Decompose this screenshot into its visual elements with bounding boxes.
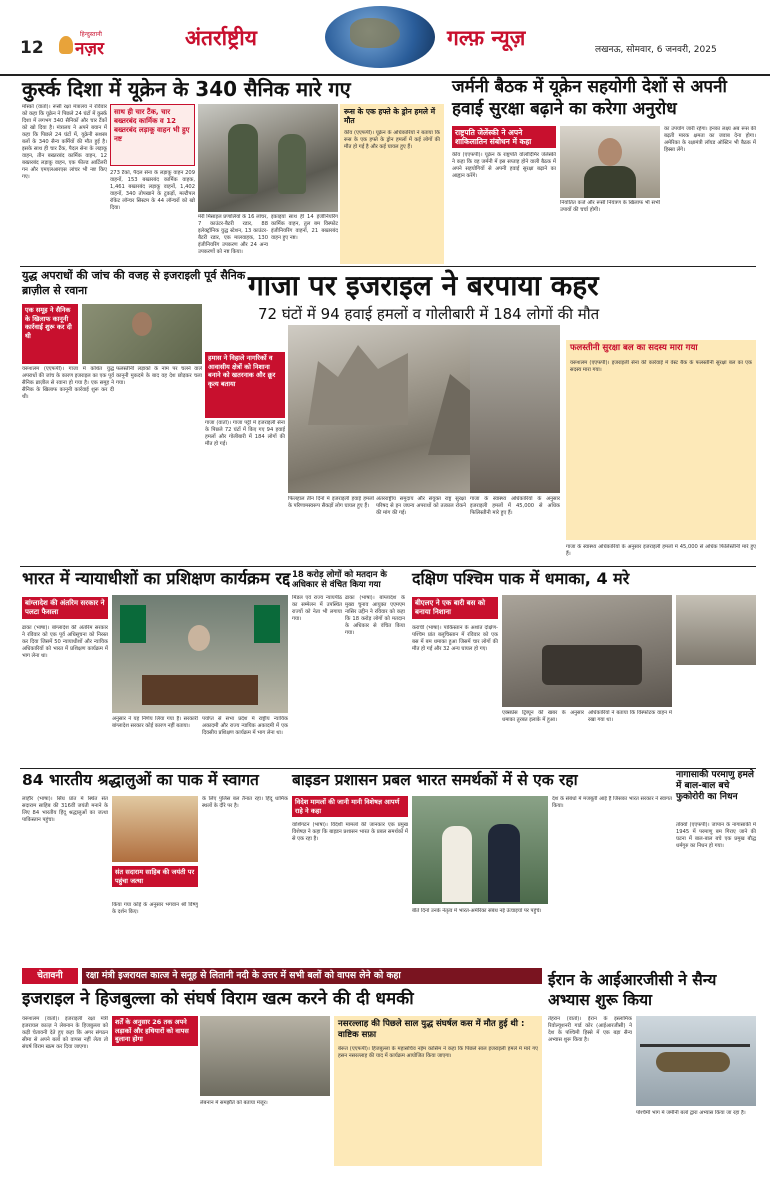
- hezbollah-text-3: लेबनान में समझौते को बताया मंजूर।: [200, 1100, 268, 1106]
- crowd-photo: [470, 325, 560, 493]
- bus-blast-photo: [502, 595, 672, 707]
- soldier-figure-icon: [278, 134, 306, 194]
- judges-text-1: ढाका (भाषा)। बांग्लादेश की अंतरिम सरकार ने रविवार को एक पूर्व अधिसूचना को निरस्त कर दिया जिसमें 50 न्यायाधीशों और न्यायिक अधिकारियों को भारत में प्रशिक्षण कार्यक्रम में भाग लेना था।: [22, 625, 108, 659]
- section-left-title: अंतर्राष्ट्रीय: [185, 26, 257, 50]
- person-body-icon: [442, 826, 472, 902]
- pilgrims-photo: [112, 796, 198, 862]
- logo-name: नज़र: [75, 39, 105, 59]
- nagasaki-kicker: नागासाकी परमाणु हमले में बाल-बाल बचे फुकोरोरी का निधन: [676, 770, 754, 802]
- brazil-badge: एक समूह ने सैनिक के खिलाफ कानूनी कार्रवाई शुरू कर दी थी: [22, 304, 78, 364]
- pak-blast-text-3: अधिकारियों ने बताया कि विस्फोटक वाहन में रखा गया था।: [588, 710, 672, 723]
- germany-text-2: निर्यातित कर्ज और रूसी नियंत्रण के खिलाफ भी सभी उपायों की चर्चा होगी।: [560, 200, 660, 213]
- person-head-icon: [188, 625, 210, 651]
- gaza-text-6: गाजा के स्वास्थ्य अधिकारियों के अनुसार इजराइली हमलों में 45,000 से अधिक फिलिस्तीनी मारे हुए हैं।: [566, 544, 756, 557]
- drone-box: [340, 104, 444, 264]
- pak-blast-text-1: कराची (भाषा)। पाकिस्तान के अशांत दक्षिण-पश्चिम प्रांत बलूचिस्तान में रविवार को एक बस में बम धमाका हुआ जिसमें चार लोगों की मौत हो गई और 32 अन्य घायल हो गए।: [412, 625, 498, 652]
- gaza-text-1: गाजा (वार्ता)। गाजा पट्टी में इजराइली सेना के पिछले 72 घंटों में किए गए 94 हवाई हमलों और गोलीबारी में 184 लोगों की मौत हो गई।: [205, 420, 285, 447]
- gaza-text-4: अंतरराष्ट्रीय समुदाय और संयुक्त राष्ट्र सुरक्षा परिषद से इन जघन्य अपराधों को तत्काल रोकने की मांग की गई।: [376, 496, 466, 516]
- pilgrims-headline: 84 भारतीय श्रद्धालुओं का पाक में स्वागत: [22, 771, 259, 789]
- helicopter-photo: [636, 1016, 756, 1106]
- biden-headline: बाइडन प्रशासन प्रबल भारत समर्थकों में से एक रहा: [292, 771, 578, 789]
- helicopter-icon: [656, 1052, 730, 1072]
- ruin-icon: [308, 345, 408, 425]
- conditions-badge: शर्तें के अनुसार 26 तक अपने लड़ाकों और हथियारों को वापस बुलाना होगा: [112, 1016, 198, 1046]
- germany-text-1: कीव (एएफपी)। यूक्रेन के राष्ट्रपति वोलोदिमिर जेलेंस्की ने कहा कि वह जर्मनी में इस सप्ताह होने वाली बैठक में अपने सहयोगियों से अपनी हवाई सुरक्षा बढ़ाने का आह्वान करेंगे।: [452, 152, 556, 179]
- germany-text-3: का उपयोग जारी रहेगा। इनका लक्ष्य अब रूस की बढ़ती मारक क्षमता का जवाब देना होगा। अमेरिका के रक्षामंत्री लॉयड ऑस्टिन भी बैठक में हिस्सा लेंगे।: [664, 126, 756, 153]
- yunus-photo: [112, 595, 288, 713]
- chetavni-bar: रक्षा मंत्री इजरायल कात्ज ने सनूह से लितानी नदी के उत्तर में सभी बलों को वापस लेने को कहा: [82, 968, 542, 984]
- judges-text-3: पर्याप्त से सभा प्रदेश में राष्ट्रीय न्यायिक अकादमी और राज्य न्यायिक अकादमी में एक दिवसीय प्रशिक्षण कार्यक्रम में भाग लेना था।: [202, 716, 288, 736]
- page-number: 12: [20, 38, 44, 58]
- iran-headline: ईरान के आईआरजीसी ने सैन्य अभ्यास शुरू किया: [548, 971, 717, 1009]
- voting-text-2: ढाका (भाषा)। बांग्लादेश के मुख्य चुनाव आयुक्त एएमएम नासिर उद्दीन ने रविवार को कहा कि 18 करोड़ लोगों को मतदान के अधिकार से वंचित किया गया।: [345, 595, 405, 636]
- hamas-badge: हमास ने विहाले नागरिकों व आवासीय क्षेत्रों को निशाना बनाने को खतरनाक और क्रूर कृत्य बताया: [205, 352, 285, 418]
- kursk-text-1: मॉस्को (वार्ता)। रूसी रक्षा मंत्रालय ने रविवार को कहा कि यूक्रेन ने पिछले 24 घंटों में कुर्स्क दिशा में लगभग 340 सैनिकों और चार टैंकों को खो दिया है। मंत्रालय ने अपने बयान में कहा कि पिछले 24 घंटों में, यूक्रेनी सशस्त्र बलों के 340 सैन्य कर्मियों की मौत हुई है। इसके साथ ही चार टैंक, पैदल सेना के लड़ाकू वाहन, तीन बख्तरबंद कार्मिक वाहन, 12 बख्तरबंद लड़ाकू वाहन, एक फील्ड आर्टिलरी गन और एमएलआरएस लांचर भी नष्ट किए गए।: [22, 104, 107, 180]
- nasrallah-head: नसरल्लाह की पिछले साल युद्ध संघर्षल कस में मौत हुई थी : वाष्टिक सफ़ा: [338, 1019, 525, 1040]
- logo: [55, 30, 135, 62]
- germany-headline: जर्मनी बैठक में यूक्रेन सहयोगी देशों से अपनी हवाई सुरक्षा बढ़ाने का करेगा अनुरोध: [452, 77, 727, 119]
- kursk-text-4: इकाइयां साथ ही 14 इंजीनियरिंग कार्मिक वाहन, तुल बम विस्फोट इंजीनियरिंग वाहनों, 21 बख्तरबंद वाहन हुए नष्ट।: [271, 214, 338, 241]
- pak-blast-text-2: एक्सप्रेस ट्रिब्यून की खबर के अनुसार धमाका तुरबत इलाके में हुआ।: [502, 710, 584, 723]
- expert-badge: विदेश मामलों की जानी मानी विशेषज्ञ आपर्ण राहे ने कहा: [292, 796, 408, 817]
- kursk-text-2: 273 टैंकों, पैदल सेना के लड़ाकू वाहन 209 वाहनों, 153 बख्तरबंद कार्मिक वाहक, 1,461 बख्तरबंद लड़ाकू वाहनों, 1,402 वाहनों, 340 तोपखाने के टुकड़ों, मल्टीपल रॉकेट लॉन्चर सिस्टम के 44 लॉन्चरों को खो दिया।: [110, 170, 195, 211]
- kursk-side-box: [110, 104, 195, 166]
- soldier-figure-icon: [228, 124, 258, 194]
- person-body-icon: [488, 824, 520, 902]
- soldier-photo: [82, 304, 202, 364]
- person-head-icon: [598, 138, 622, 166]
- modi-biden-photo: [412, 796, 548, 904]
- iran-text-1: तेहरान (वार्ता)। ईरान के इस्लामिक रिवोल्यूशनरी गार्ड कोर (आईआरजीसी) ने देश के पश्चिमी हिस्से में एक बड़ा सैन्य अभ्यास शुरू किया है।: [548, 1016, 632, 1043]
- rotor-icon: [640, 1044, 750, 1047]
- pilgrims-text-2: किया गया कोई के अनुसार भगवान श्री विष्णु के दर्शन किए।: [112, 902, 198, 915]
- divider: [20, 768, 756, 769]
- nasrallah-box: [334, 1016, 542, 1166]
- pak-blast-headline: दक्षिण पश्चिम पाक में धमाका, 4 मरे: [412, 569, 630, 588]
- person-head-icon: [132, 312, 152, 336]
- globe-land-icon: [350, 18, 400, 48]
- person-body-icon: [584, 166, 636, 198]
- brazil-kicker: युद्ध अपराधों की जांच की वजह से इजराइली पूर्व सैनिक ब्राज़ील से रवाना: [22, 269, 246, 297]
- flag-icon: [120, 605, 146, 643]
- palestinian-box: [566, 340, 756, 540]
- biden-text-3: देश के संबंधों में मजबूती आई है जिसका भारत सरकार ने स्वागत किया।: [552, 796, 672, 809]
- biden-text-2: बीते दिनों उनके नेतृत्व में भारत-अमेरिका संबंध नई ऊंचाइयों पर पहुंचे।: [412, 908, 542, 914]
- gaza-subhead: 72 घंटों में 94 हवाई हमलों व गोलीबारी में 184 लोगों की मौत: [258, 305, 600, 323]
- logo-emblem-icon: [59, 36, 73, 54]
- sadaram-badge: संत सदाराम साहिब की जयंती पर पहुंचा जत्था: [112, 866, 198, 887]
- judges-headline: भारत में न्यायाधीशों का प्रशिक्षण कार्यक्रम रद्द: [22, 569, 291, 588]
- desk-icon: [142, 675, 258, 705]
- bla-badge: बीएलए ने एक बारी बस को बनाया निशाना: [412, 597, 498, 619]
- section-right-title: गल्फ़ न्यूज़: [447, 26, 526, 50]
- logo-subtitle: हिन्दुस्तानी: [80, 31, 102, 38]
- zelensky-photo: [560, 126, 660, 198]
- brazil-text-2: फलस्तीनी लड़ाकों के नाम पर चलने वाले कानूनी मुकदमे के बाद वह देश छोड़कर चला गया।: [116, 366, 202, 386]
- gaza-text-3: फिलहाल तीन दिनों में इजराइली हवाई हमलों के परिणामस्वरूप सैकड़ों लोग घायल हुए हैं।: [288, 496, 374, 509]
- hezbollah-headline: इजराइल ने हिजबुल्ला को संघर्ष विराम खत्म करने की दी धमकी: [22, 989, 414, 1009]
- section-banner: [185, 4, 585, 70]
- zelensky-badge: राष्ट्रपति जेलेंस्की ने अपने शाकिलातिन संबोधन में कहा: [452, 126, 556, 148]
- bangladesh-badge: बांग्लादेश की अंतरिम सरकार ने पलटा फैसला: [22, 597, 108, 619]
- kursk-headline: कुर्स्क दिशा में यूक्रेन के 340 सैनिक मारे गए: [22, 77, 351, 101]
- drone-head: रूस के एक हफ्ते के ड्रोन हमले में मौत: [344, 107, 436, 125]
- biden-text-1: वाशिंगटन (भाषा)। विदेशी मामलों की जानकार एक प्रमुख विशेषज्ञ ने कहा कि बाइडन प्रशासन भारत के प्रबल समर्थकों में से एक रहा है।: [292, 822, 408, 842]
- kursk-side-head: साथ ही चार टैंक, चार बख्तरबंद कार्मिक व 12 बख्तरबंद लड़ाकू वाहन भी हुए नष्ट: [114, 108, 190, 143]
- voting-kicker: 18 करोड़ लोगों को मतदान के अधिकार से वंचित किया गया: [292, 570, 387, 590]
- side-photo: [676, 595, 756, 665]
- palestinian-head: फलस्तीनी सुरक्षा बल का सदस्य मारा गया: [570, 343, 698, 353]
- pilgrims-text-1: लाहौर (भाषा)। सिंध प्रांत में स्थित संत सदाराम साहिब की 316वीं जयंती मनाने के लिए 84 भारतीय हिंदू श्रद्धालुओं का जत्था पाकिस्तान पहुंचा।: [22, 796, 108, 823]
- soldiers-photo: [198, 104, 338, 212]
- gaza-text-5: गाजा के स्वास्थ्य अधिकारियों के अनुसार इजराइली हमलों में 45,000 से अधिक फिलिस्तीनी मारे हुए हैं।: [470, 496, 560, 516]
- divider: [20, 566, 756, 567]
- hezbollah-text-1: यरूशलम (वार्ता)। इजराइली रक्षा मंत्री इजरायल कात्ज़ ने लेबनान के हिजबुल्ला को कड़ी चेतावनी देते हुए कहा कि अगर संगठन सीमा से अपने बलों को वापस नहीं लेता तो संघर्ष विराम खत्म कर दिया जाएगा।: [22, 1016, 108, 1050]
- divider: [20, 266, 756, 267]
- judges-text-2: अनुसार ने यह निर्णय लिया गया है। सरकारी बांग्लादेश सरकार कोई कारण नहीं बताया।: [112, 716, 198, 729]
- gaza-headline: गाजा पर इजराइल ने बरपाया कहर: [248, 269, 599, 302]
- dateline: लखनऊ, सोमवार, 6 जनवरी, 2025: [595, 45, 717, 55]
- masthead: [0, 0, 770, 76]
- voting-text-1: मिडल एवं राज्य न्यायपीठ का सम्मेलन में उपस्थित राज्यों को नेता भी लगाया गया।: [292, 595, 342, 622]
- drone-text: कीव (एएफपी)। यूक्रेन के अधिकारियों ने बताया कि रूस के एक हफ्ते के ड्रोन हमलों में कई लोगों की मौत हो गई है और कई घायल हुए हैं।: [344, 130, 440, 150]
- nasrallah-text: बेरूत (एएफपी)। हिजबुल्ला के महासचिव नईम कासिम ने कहा कि पिछले साल इजराइली हमले में मारे गए हसन नसरल्लाह की याद में कार्यक्रम आयोजित किया जाएगा।: [338, 1046, 538, 1059]
- hezbollah-photo: [200, 1016, 330, 1096]
- palestinian-text: यरूशलम (एएफपी)। इजराइली सेना की कार्रवाई में वेस्ट बैंक के फलस्तीनी सुरक्षा बल का एक सदस्य मारा गया।: [570, 360, 752, 373]
- nagasaki-text: तोक्यो (एएफपी)। जापान के नागासाकी में 1945 में परमाणु बम गिराए जाने की घटना में बाल-बाल बचे एक प्रमुख बौद्ध धर्मगुरु का निधन हो गया।: [676, 822, 756, 849]
- iran-text-2: पश्चिमी भाग में जमीनी बलों द्वारा अभ्यास किया जा रहा है।: [636, 1110, 746, 1116]
- flag-icon: [254, 605, 280, 643]
- chetavni-label: चेतावनी: [22, 968, 78, 984]
- vehicle-icon: [542, 645, 642, 685]
- brazil-text-1: यरूशलम (एएफपी)। गाजा में कथित युद्ध अपराधों की जांच के कारण इजराइल का एक पूर्व सैनिक ब्राज़ील से रवाना हो गया है। एक समूह ने सैनिक के खिलाफ कानूनी कार्रवाई शुरू कर दी थी।: [22, 366, 114, 400]
- pilgrims-text-3: के लिए पुलिस बल तैनात रहा। हिंदू धार्मिक स्थलों के दौरे पर है।: [202, 796, 288, 809]
- kursk-text-3: मेरी मिसाइल प्रणालियों के 16 लांचर, 7 काउंटर-बैटरी रडार, 88 इलेक्ट्रॉनिक युद्ध स्टेशन, 13 काउंटर-बैटरी रडार, एक मालवाहक, 130 इंजीनियरिंग उपकरण और 24 अन्य उपकरणों को नष्ट किया।: [198, 214, 268, 255]
